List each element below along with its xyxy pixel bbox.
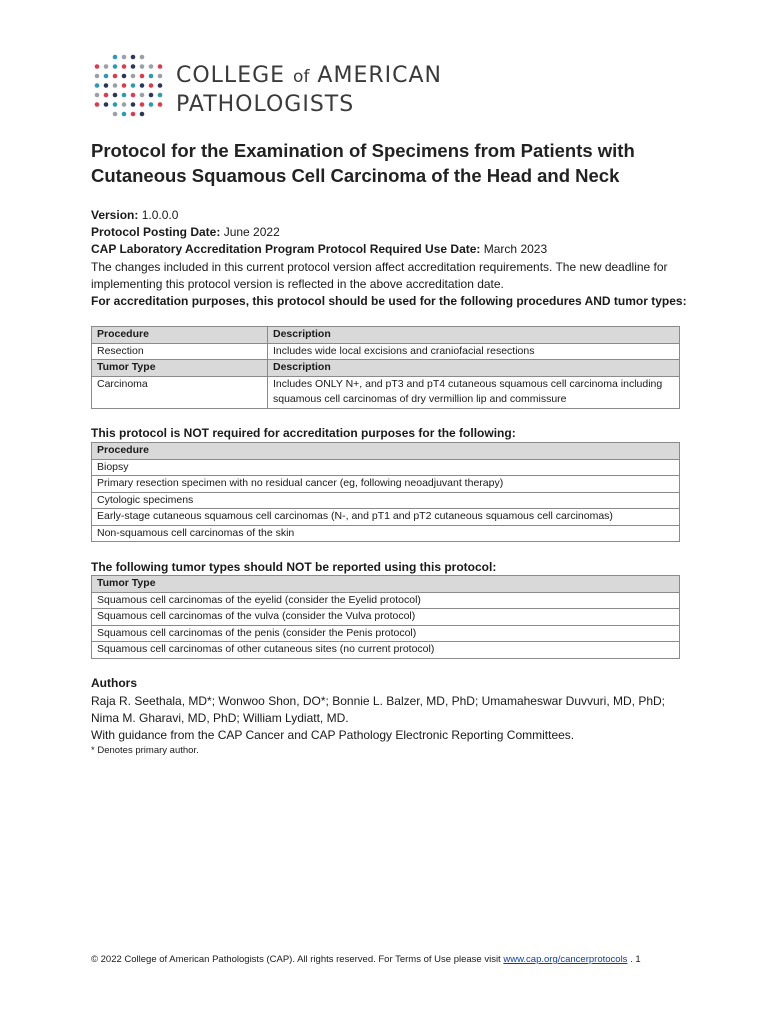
logo-dot — [131, 93, 136, 98]
authors-note: * Denotes primary author. — [91, 745, 199, 756]
logo-dot — [131, 55, 136, 60]
table-cell: Biopsy — [92, 459, 680, 476]
logo-dot — [113, 55, 118, 60]
logo-dot — [131, 74, 136, 79]
table-row — [92, 625, 680, 642]
version-line — [91, 207, 691, 224]
not-required-table — [91, 442, 680, 542]
table-row — [92, 492, 680, 509]
logo-of: of — [293, 67, 310, 87]
accreditation-table — [91, 326, 680, 409]
table-row — [92, 592, 680, 609]
table-cell: Resection — [92, 343, 268, 360]
table-header-cell: Procedure — [92, 443, 680, 460]
footer-protocols-link[interactable]: www.cap.org/cancerprotocols — [503, 954, 628, 965]
logo-dot — [140, 55, 145, 60]
logo-dot — [140, 102, 145, 107]
logo-dot — [104, 102, 109, 107]
required-line — [91, 241, 691, 258]
posting-label: Protocol Posting Date: — [91, 225, 221, 240]
logo-dot — [113, 74, 118, 79]
cap-logo — [92, 52, 492, 122]
logo-dot — [113, 112, 118, 117]
logo-dot — [113, 64, 118, 69]
authors-names: Raja R. Seethala, MD*; Wonwoo Shon, DO*; Bonnie L. Balzer, MD, PhD; Umamaheswar Duvvuri, MD, PhD; Nima M. Gharavi, MD, PhD; William Lydiatt, MD. — [91, 694, 666, 725]
authors-heading: Authors — [91, 676, 137, 690]
logo-dot — [149, 93, 154, 98]
table-header-cell: Description — [268, 327, 680, 344]
table-cell: Includes wide local excisions and craniofacial resections — [268, 343, 680, 360]
table-row — [92, 525, 680, 542]
logo-dot — [122, 112, 127, 117]
posting-value: June 2022 — [223, 225, 280, 240]
table-header-row — [92, 576, 680, 593]
posting-line — [91, 224, 691, 241]
logo-dot — [95, 74, 100, 79]
logo-dot — [149, 102, 154, 107]
logo-dot — [158, 64, 163, 69]
required-label: CAP Laboratory Accreditation Program Protocol Required Use Date: — [91, 242, 481, 257]
logo-dot — [95, 83, 100, 88]
table-cell: Carcinoma — [92, 376, 268, 408]
version-label: Version: — [91, 208, 139, 222]
logo-american: AMERICAN — [309, 63, 443, 88]
table-header-row — [92, 443, 680, 460]
version-value: 1.0.0.0 — [141, 208, 179, 222]
logo-dot — [122, 83, 127, 88]
cap-logo-wordmark — [176, 62, 442, 118]
not-reported-heading: The following tumor types should NOT be reported using this protocol: — [91, 560, 497, 574]
table-cell: Squamous cell carcinomas of the eyelid (consider the Eyelid protocol) — [92, 592, 680, 609]
not-required-heading: This protocol is NOT required for accreditation purposes for the following: — [91, 426, 516, 440]
table-header-cell: Description — [268, 360, 680, 377]
table-header-row — [92, 327, 680, 344]
logo-dot — [140, 64, 145, 69]
table-row — [92, 459, 680, 476]
logo-dot — [158, 83, 163, 88]
table-cell: Squamous cell carcinomas of other cutaneous sites (no current protocol) — [92, 642, 680, 659]
logo-dot — [104, 93, 109, 98]
table-header-row — [92, 360, 680, 377]
logo-dot — [149, 83, 154, 88]
logo-dot — [131, 83, 136, 88]
not-reported-table — [91, 575, 680, 659]
logo-dot — [140, 112, 145, 117]
logo-dot — [149, 74, 154, 79]
table-cell: Primary resection specimen with no residual cancer (eg, following neoadjuvant therapy) — [92, 476, 680, 493]
table-header-cell: Tumor Type — [92, 360, 268, 377]
logo-dot — [140, 93, 145, 98]
required-value: March 2023 — [483, 242, 548, 257]
table-cell: Includes ONLY N+, and pT3 and pT4 cutaneous squamous cell carcinoma including squamous cell carcinomas of dry vermillion lip and commissure — [268, 376, 680, 408]
logo-pathologists: PATHOLOGISTS — [176, 92, 355, 117]
table-row — [92, 642, 680, 659]
footer-copyright: © 2022 College of American Pathologists (CAP). All rights reserved. For Terms of Use please visit — [91, 954, 501, 965]
logo-dot — [122, 74, 127, 79]
table-row — [92, 509, 680, 526]
authors-section — [91, 675, 681, 758]
logo-dot — [122, 93, 127, 98]
logo-dot — [131, 64, 136, 69]
logo-dot — [95, 102, 100, 107]
logo-dot — [113, 83, 118, 88]
logo-dot — [113, 93, 118, 98]
logo-dot — [122, 64, 127, 69]
table-row — [92, 376, 680, 408]
table-row — [92, 476, 680, 493]
table-cell: Cytologic specimens — [92, 492, 680, 509]
logo-dot — [140, 74, 145, 79]
table-header-cell: Procedure — [92, 327, 268, 344]
logo-dot — [95, 64, 100, 69]
changes-text: The changes included in this current protocol version affect accreditation requirements. The new deadline for implementing this protocol version is reflected in the above accreditation date. — [91, 259, 668, 291]
protocol-meta — [91, 207, 691, 310]
table-cell: Non-squamous cell carcinomas of the skin — [92, 525, 680, 542]
document-title: Protocol for the Examination of Specimens from Patients with Cutaneous Squamous Cell Carcinoma of the Head and Neck — [91, 140, 635, 186]
logo-dot — [122, 102, 127, 107]
table-cell: Squamous cell carcinomas of the penis (consider the Penis protocol) — [92, 625, 680, 642]
footer-page-number: . 1 — [630, 954, 641, 965]
table-row — [92, 609, 680, 626]
logo-dot — [158, 102, 163, 107]
authors-guidance: With guidance from the CAP Cancer and CAP Pathology Electronic Reporting Committees. — [91, 728, 575, 742]
logo-dot — [104, 74, 109, 79]
table-cell: Squamous cell carcinomas of the vulva (consider the Vulva protocol) — [92, 609, 680, 626]
table-row — [92, 343, 680, 360]
table-header-cell: Tumor Type — [92, 576, 680, 593]
logo-dot — [131, 102, 136, 107]
logo-dot — [104, 83, 109, 88]
logo-dot — [104, 64, 109, 69]
page-footer — [91, 954, 691, 965]
logo-dot — [95, 93, 100, 98]
logo-dot — [122, 55, 127, 60]
cap-logo-dots-icon — [92, 52, 164, 120]
logo-dot — [131, 112, 136, 117]
logo-college: COLLEGE — [176, 63, 294, 88]
logo-dot — [140, 83, 145, 88]
logo-dot — [113, 102, 118, 107]
logo-dot — [158, 74, 163, 79]
logo-dot — [149, 64, 154, 69]
table-cell: Early-stage cutaneous squamous cell carcinomas (N-, and pT1 and pT2 cutaneous squamous cell carcinomas) — [92, 509, 680, 526]
purpose-text: For accreditation purposes, this protocol should be used for the following procedures AND tumor types: — [91, 294, 687, 309]
logo-dot — [158, 93, 163, 98]
